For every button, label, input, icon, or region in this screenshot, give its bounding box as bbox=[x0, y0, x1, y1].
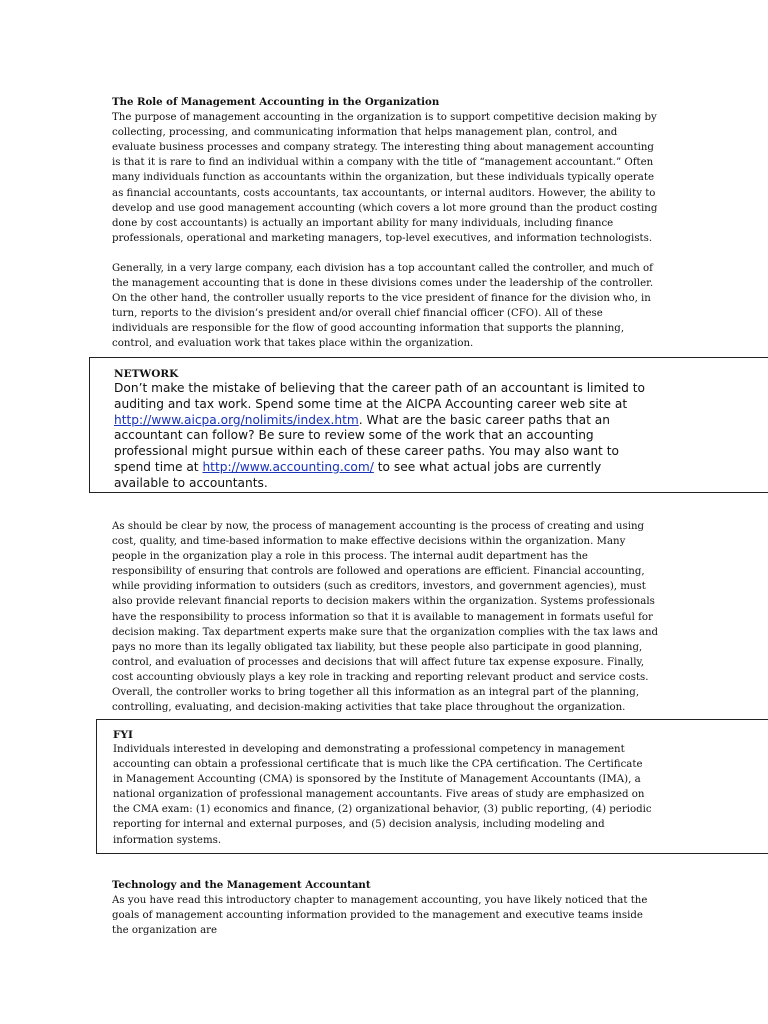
paragraph: The purpose of management accounting in the organization is to support competitive decision making by collecting, processing, and communicating information that helps management plan, control, and evaluate business processes and company strategy. The interesting thing about management accounting is that it is rare to find an individual within a company with the title of “management accountant.” Often many individuals function as accountants within the organization, but these individuals typically operate as financial accountants, costs accountants, tax accountants, or internal auditors. However, the ability to develop and use good management accounting (which covers a lot more ground than the product costing done by cost accountants) is actually an important ability for many individuals, including finance professionals, operational and marketing managers, top-level executives, and information technologists. bbox=[112, 112, 658, 244]
callout-title: NETWORK bbox=[114, 368, 179, 380]
callout-text-part: Don’t make the mistake of believing that the career path of an accountant is limited to auditing and tax work. Spend some time at the AICPA Accounting career web site at bbox=[114, 381, 645, 411]
section-heading: Technology and the Management Accountant bbox=[112, 879, 371, 891]
paragraph: Generally, in a very large company, each division has a top accountant called the controller, and much of the management accounting that is done in these divisions comes under the leadership of the controller. On the other hand, the controller usually reports to the vice president of finance for the division who, in turn, reports to the division’s president and/or overall chief financial officer (CFO). All of these individuals are responsible for the flow of good accounting information that supports the planning, control, and evaluation work that takes place within the organization. bbox=[112, 262, 654, 350]
accounting-com-link[interactable]: http://www.accounting.com/ bbox=[202, 459, 374, 474]
paragraph: As should be clear by now, the process of management accounting is the process of creating and using cost, quality, and time-based information to make effective decisions within the organization. Many people in the organization play a role in this process. The internal audit department has the responsibility of ensuring that controls are followed and operations are efficient. Financial accounting, while providing information to outsiders (such as creditors, investors, and government agencies), must also provide relevant financial reports to decision makers within the organization. Systems professionals have the responsibility to process information so that it is available to management in formats useful for decision making. Tax department experts make sure that the organization complies with the tax laws and pays no more than its legally obligated tax liability, but these people also participate in good planning, control, and evaluation of processes and decisions that will affect future tax expense exposure. Finally, cost accounting obviously plays a key role in tracking and reporting relevant product and service costs. Overall, the controller works to bring together all this information as an integral part of the planning, controlling, evaluating, and decision-making activities that take place throughout the organization. bbox=[112, 521, 659, 714]
fyi-callout-box bbox=[96, 719, 768, 854]
section-technology-and-management-accountant bbox=[112, 878, 660, 938]
callout-text-part: to see what actual jobs are currently available to accountants. bbox=[114, 459, 602, 490]
callout-text bbox=[114, 381, 654, 492]
section-heading: The Role of Management Accounting in the Organization bbox=[112, 96, 440, 108]
section-process-of-management-accounting bbox=[112, 519, 660, 715]
section-role-of-management-accounting bbox=[112, 95, 660, 352]
paragraph: As you have read this introductory chapter to management accounting, you have likely noticed that the goals of management accounting information provided to the management and executive teams inside the organization are bbox=[112, 895, 648, 937]
aicpa-link[interactable]: http://www.aicpa.org/nolimits/index.htm bbox=[114, 412, 359, 427]
network-callout-box bbox=[89, 357, 768, 493]
callout-text-part: . What are the basic career paths that an accountant can follow? Be sure to review some of the work that an accounting professional might pursue within each of these career paths. You may also want to spend time at bbox=[114, 412, 619, 474]
callout-text: Individuals interested in developing and demonstrating a professional competency in management accounting can obtain a professional certificate that is much like the CPA certification. The Certificate in Management Accounting (CMA) is sponsored by the Institute of Management Accountants (IMA), a national organization of professional management accountants. Five areas of study are emphasized on the CMA exam: (1) economics and finance, (2) organizational behavior, (3) public reporting, (4) periodic reporting for internal and external purposes, and (5) decision analysis, including modeling and information systems. bbox=[113, 744, 652, 846]
callout-title: FYI bbox=[113, 729, 133, 741]
